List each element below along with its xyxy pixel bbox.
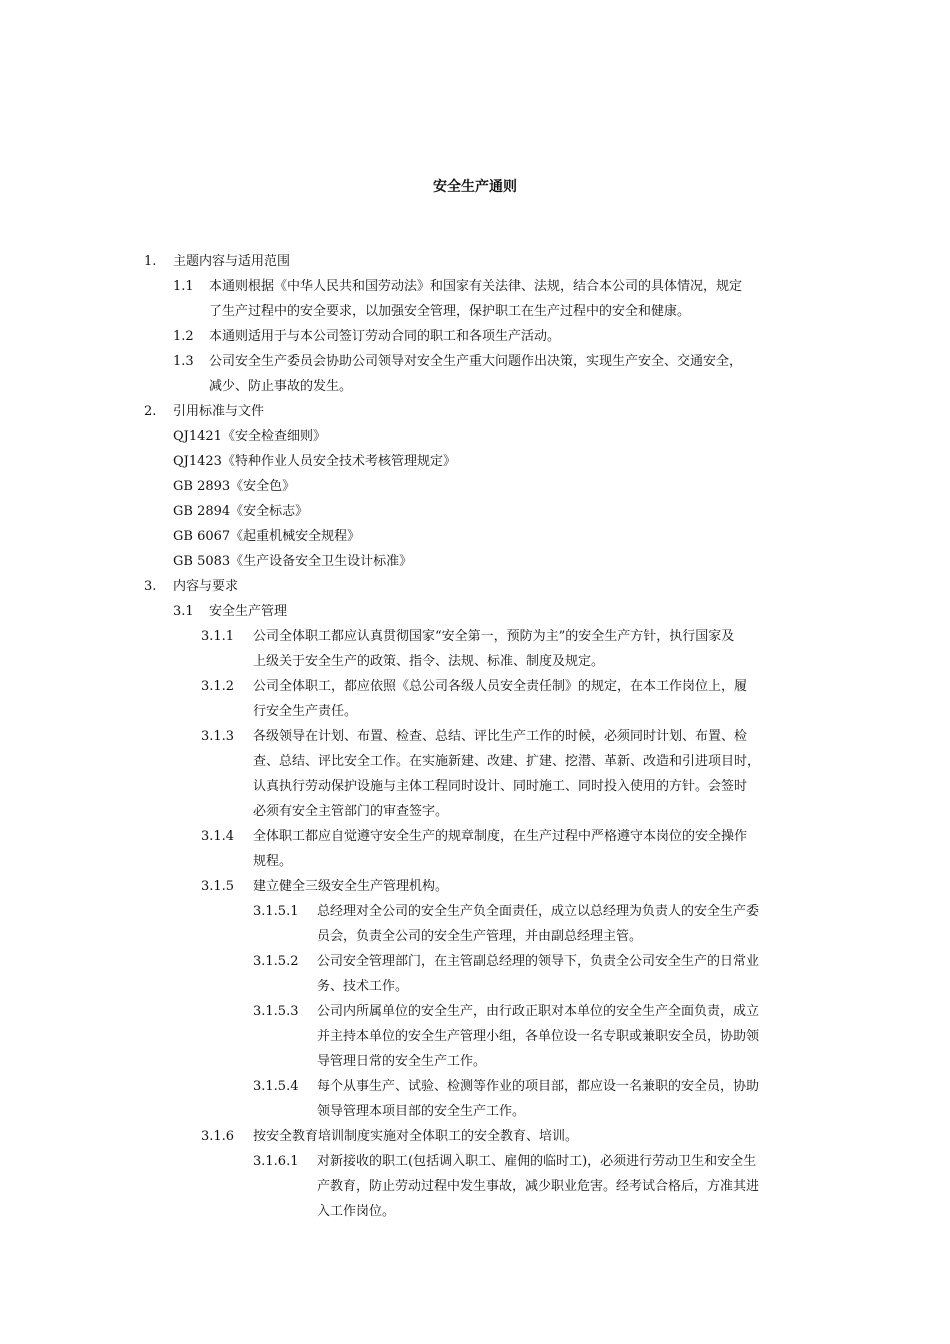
clause-text: 导管理日常的安全生产工作。 <box>317 1054 487 1069</box>
clause-text: 产教育，防止劳动过程中发生事故，减少职业危害。经考试合格后，方准其进 <box>317 1179 760 1194</box>
clause-number: 1.3 <box>173 354 194 369</box>
reference-item: QJ1423《特种作业人员安全技术考核管理规定》 <box>173 454 456 469</box>
reference-item: GB 2893《安全色》 <box>173 479 296 494</box>
clause-text: 务、技术工作。 <box>317 979 409 994</box>
reference-item: GB 6067《起重机械安全规程》 <box>173 529 361 544</box>
clause-text: 公司内所属单位的安全生产，由行政正职对本单位的安全生产全面负责，成立 <box>317 1004 760 1019</box>
clause-text: 公司全体职工都应认真贯彻国家“安全第一，预防为主”的安全生产方针，执行国家及 <box>253 629 735 644</box>
clause-number: 3.1.2 <box>201 679 235 694</box>
subsection-heading: 安全生产管理 <box>209 604 288 619</box>
clause-text: 必须有安全主管部门的审查签字。 <box>253 804 449 819</box>
clause-text: 入工作岗位。 <box>317 1204 396 1219</box>
clause-number: 3.1 <box>173 604 194 619</box>
reference-item: GB 2894《安全标志》 <box>173 504 309 519</box>
clause-text: 领导管理本项目部的安全生产工作。 <box>317 1104 526 1119</box>
clause-text: 公司安全管理部门，在主管副总经理的领导下，负责全公司安全生产的日常业 <box>317 954 760 969</box>
clause-text: 上级关于安全生产的政策、指令、法规、标准、制度及规定。 <box>253 654 605 669</box>
reference-item: QJ1421《安全检查细则》 <box>173 429 326 444</box>
clause-text: 认真执行劳动保护设施与主体工程同时设计、同时施工、同时投入使用的方针。会签时 <box>253 779 748 794</box>
clause-text: 建立健全三级安全生产管理机构。 <box>253 879 449 894</box>
clause-number: 3.1.5.3 <box>253 1004 299 1019</box>
section-heading: 内容与要求 <box>173 579 239 594</box>
section-number: 3. <box>144 579 157 594</box>
clause-number: 1.2 <box>173 329 194 344</box>
clause-text: 查、总结、评比安全工作。在实施新建、改建、扩建、挖潜、革新、改造和引进项目时， <box>253 754 761 769</box>
clause-text: 公司全体职工，都应依照《总公司各级人员安全责任制》的规定，在本工作岗位上，履 <box>253 679 748 694</box>
section-heading: 引用标准与文件 <box>173 404 265 419</box>
clause-text: 员会，负责全公司的安全生产管理，并由副总经理主管。 <box>317 929 643 944</box>
clause-text: 并主持本单位的安全生产管理小组，各单位设一名专职或兼职安全员，协助领 <box>317 1029 760 1044</box>
section-number: 1. <box>144 254 157 269</box>
clause-number: 3.1.4 <box>201 829 235 844</box>
clause-text: 减少、防止事故的发生。 <box>209 379 353 394</box>
clause-text: 各级领导在计划、布置、检查、总结、评比生产工作的时候，必须同时计划、布置、检 <box>253 729 748 744</box>
section-heading: 主题内容与适用范围 <box>173 254 291 269</box>
clause-text: 行安全生产责任。 <box>253 704 358 719</box>
clause-number: 3.1.3 <box>201 729 235 744</box>
clause-number: 1.1 <box>173 279 194 294</box>
document-title: 安全生产通则 <box>433 179 517 195</box>
clause-number: 3.1.5 <box>201 879 235 894</box>
clause-number: 3.1.5.4 <box>253 1079 299 1094</box>
clause-number: 3.1.5.2 <box>253 954 299 969</box>
section-number: 2. <box>144 404 157 419</box>
clause-text: 总经理对全公司的安全生产负全面责任，成立以总经理为负责人的安全生产委 <box>317 904 760 919</box>
reference-item: GB 5083《生产设备安全卫生设计标准》 <box>173 554 413 569</box>
clause-text: 了生产过程中的安全要求，以加强安全管理，保护职工在生产过程中的安全和健康。 <box>209 304 691 319</box>
clause-text: 本通则根据《中华人民共和国劳动法》和国家有关法律、法规，结合本公司的具体情况，规定 <box>209 279 743 294</box>
clause-number: 3.1.1 <box>201 629 235 644</box>
clause-text: 全体职工都应自觉遵守安全生产的规章制度，在生产过程中严格遵守本岗位的安全操作 <box>253 829 748 844</box>
clause-text: 公司安全生产委员会协助公司领导对安全生产重大问题作出决策，实现生产安全、交通安全， <box>209 354 743 369</box>
clause-text: 每个从事生产、试验、检测等作业的项目部，都应设一名兼职的安全员，协助 <box>317 1079 760 1094</box>
clause-number: 3.1.5.1 <box>253 904 299 919</box>
clause-text: 按安全教育培训制度实施对全体职工的安全教育、培训。 <box>253 1129 579 1144</box>
clause-number: 3.1.6 <box>201 1129 235 1144</box>
clause-number: 3.1.6.1 <box>253 1154 299 1169</box>
clause-text: 本通则适用于与本公司签订劳动合同的职工和各项生产活动。 <box>209 329 561 344</box>
clause-text: 规程。 <box>253 854 293 869</box>
clause-text: 对新接收的职工(包括调入职工、雇佣的临时工)，必须进行劳动卫生和安全生 <box>317 1154 757 1169</box>
